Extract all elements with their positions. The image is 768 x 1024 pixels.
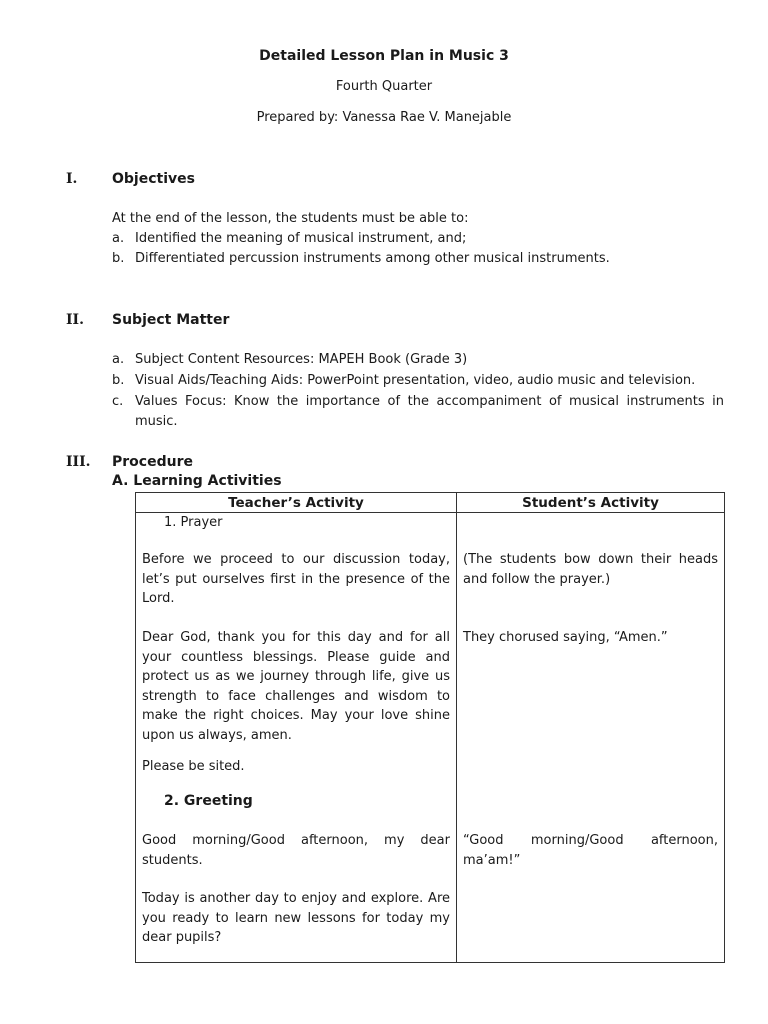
step-greeting: 2. Greeting [164, 793, 253, 809]
document-title: Detailed Lesson Plan in Music 3 [259, 48, 509, 64]
objective-item [112, 249, 724, 269]
objective-item [112, 229, 724, 249]
item-label: a. [112, 231, 125, 246]
item-label: c. [112, 394, 124, 409]
subject-matter-item [112, 371, 724, 391]
subject-matter-item [112, 350, 724, 370]
section-number-objectives: I. [66, 171, 78, 187]
greeting-text: Good morning/Good afternoon, my dear students. [142, 833, 450, 868]
subject-matter-item [112, 392, 724, 432]
header-student-activity: Student’s Activity [457, 493, 725, 513]
item-text: Identified the meaning of musical instrument, and; [135, 231, 467, 246]
item-text: Differentiated percussion instruments among other musical instruments. [135, 251, 610, 266]
section-title-procedure: Procedure [112, 454, 193, 470]
teacher-activity-cell [136, 513, 457, 963]
prepared-by: Prepared by: Vanessa Rae V. Manejable [256, 110, 512, 125]
section-number-procedure: III. [66, 454, 91, 470]
student-greeting-text: “Good morning/Good afternoon, ma’am!” [463, 833, 718, 868]
student-activity-cell [457, 513, 725, 963]
objectives-intro: At the end of the lesson, the students must be able to: [112, 211, 469, 226]
item-label: b. [112, 251, 125, 266]
student-amen-text: They chorused saying, “Amen.” [463, 630, 668, 645]
prayer-text: Dear God, thank you for this day and for all your countless blessings. Please guide and protect us as we journey through life, give us strength to face challenges and wisdom to make the right choices. May your love shine upon us always, amen. [142, 630, 450, 743]
student-bow-text: (The students bow down their heads and follow the prayer.) [463, 552, 718, 587]
quarter-label: Fourth Quarter [335, 79, 433, 94]
section-title-subject-matter: Subject Matter [112, 312, 230, 328]
section-number-subject-matter: II. [66, 312, 84, 328]
activities-table [135, 492, 725, 963]
learning-activities-heading: A. Learning Activities [112, 473, 282, 489]
header-teacher-activity: Teacher’s Activity [136, 493, 457, 513]
prayer-intro-text: Before we proceed to our discussion today, let’s put ourselves first in the presence of the Lord. [142, 552, 450, 606]
item-text: Values Focus: Know the importance of the accompaniment of musical instruments in music. [135, 394, 724, 429]
table-row [136, 513, 725, 963]
table-header-row [136, 493, 725, 513]
sit-instruction: Please be sited. [142, 759, 245, 774]
item-text: Visual Aids/Teaching Aids: PowerPoint presentation, video, audio music and television. [135, 373, 696, 388]
item-text: Subject Content Resources: MAPEH Book (Grade 3) [135, 352, 468, 367]
section-title-objectives: Objectives [112, 171, 195, 187]
step-prayer: 1. Prayer [164, 515, 223, 530]
item-label: a. [112, 352, 125, 367]
item-label: b. [112, 373, 125, 388]
explore-text: Today is another day to enjoy and explore. Are you ready to learn new lessons for today my dear pupils? [142, 891, 450, 945]
